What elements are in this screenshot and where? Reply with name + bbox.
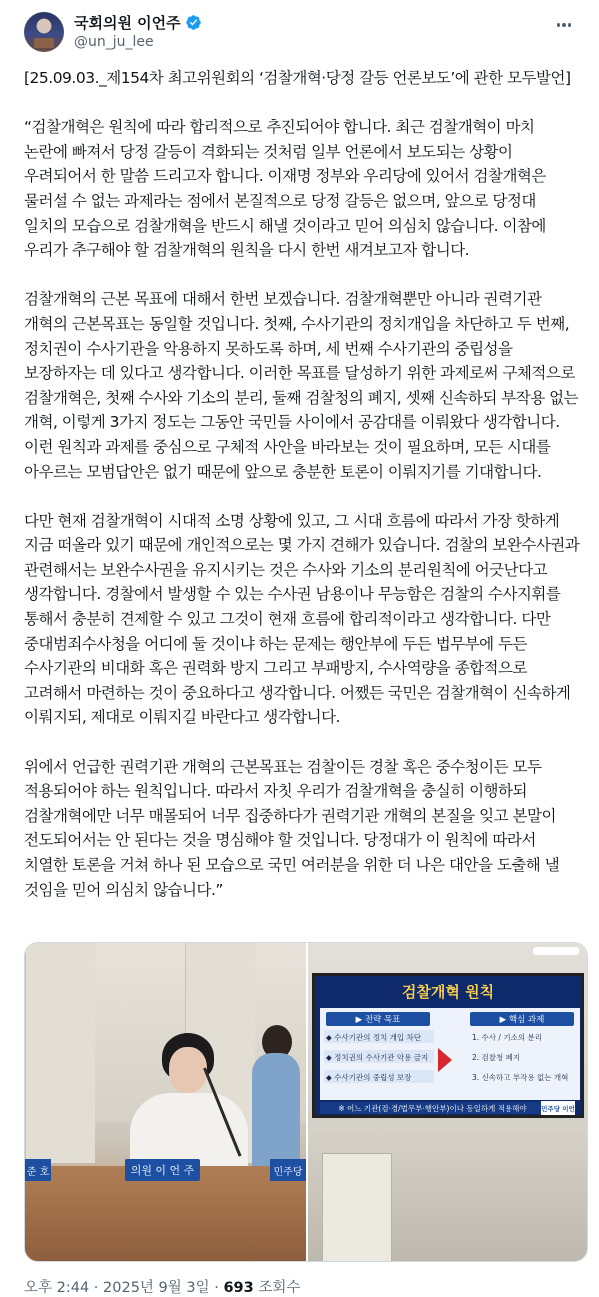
slide-heading-goals: ▶ 전략 목표	[326, 1012, 430, 1026]
display-name[interactable]: 국회의원 이언주	[74, 14, 181, 32]
slide-task-item: 2. 검찰청 폐지	[472, 1053, 521, 1062]
nameplate-left: 준 호	[25, 1159, 51, 1181]
photo-speaker[interactable]	[25, 943, 306, 1261]
tweet-paragraph: 검찰개혁의 근본 목표에 대해서 한번 보겠습니다. 검찰개혁뿐만 아니라 권력기관 개혁의 근본목표는 동일할 것입니다. 첫째, 수사기관의 정치개입을 차단하고 두 번째, 정치권이 수사기관을 악용하지 못하도록 하며, 세 번째 수사기관의 중립성을 보장하자는 데 있다고 생각합니다. 이러한 목표를 달성하기 위한 과제로써 구체적으로 검찰개혁은, 첫째 수사와 기소의 분리, 둘째 검찰청의 폐지, 셋째 신속하되 부작용 없는 개혁, 이렇게 3가지 정도는 그동안 국민들 사이에서 공감대를 이뤄왔다 생각합니다. 이런 원칙과 과제를 중심으로 구체적 사안을 바라보는 것이 필요하며, 모든 시대를 아우르는 모범답안은 없기 때문에 앞으로 충분한 토론이 이뤄지기를 기대합니다.	[24, 290, 579, 481]
tweet-media	[24, 942, 588, 1262]
slide-content	[320, 1008, 580, 1100]
author-name-row[interactable]	[74, 12, 202, 33]
slide-goal-item: ◆ 수사기관의 정치 개입 차단	[326, 1033, 421, 1042]
slide-task-item: 3. 신속하고 부작용 없는 개혁	[472, 1073, 569, 1082]
tweet-text	[24, 66, 580, 927]
tweet-paragraph: “검찰개혁은 원칙에 따라 합리적으로 추진되어야 합니다. 최근 검찰개혁이 마치 논란에 빠져서 당정 갈등이 격화되는 것처럼 일부 언론에서 보도되는 상황이 우려되어서 한 말씀 드리고자 합니다. 이재명 정부와 우리당에 있어서 검찰개혁은 물러설 수 없는 과제라는 점에서 본질적으로 당정 갈등은 없으며, 앞으로 당정대 일치의 모습으로 검찰개혁을 반드시 해낼 것이라고 믿어 의심치 않습니다. 이참에 우리가 추구해야 할 검찰개혁의 원칙을 다시 한번 새겨보고자 합니다.	[24, 118, 546, 260]
view-label: 조회수	[253, 1280, 301, 1296]
slide-title: 검찰개혁 원칙	[401, 982, 495, 1001]
more-options-icon[interactable]	[553, 14, 575, 36]
slide-footer: ※ 어느 기관(검·경/법무부·행안부)이나 동일하게 적용해야	[320, 1102, 545, 1114]
slide-heading-tasks: ▶ 핵심 과제	[470, 1012, 574, 1026]
tweet-paragraph: 위에서 언급한 권력기관 개혁의 근본목표는 검찰이든 경찰 혹은 중수청이든 모두 적용되어야 하는 원칙입니다. 따라서 자칫 우리가 검찰개혁을 충실히 이행하되 검찰개혁에만 너무 매몰되어 너무 집중하다가 권력기관 개혁의 본질을 잊고 본말이 전도되어서는 안 된다는 것을 명심해야 할 것입니다. 당정대가 이 원칙에 따라서 치열한 토론을 거쳐 하나 된 모습으로 국민 여러분을 위한 더 나은 대안을 도출해 낼 것임을 믿어 의심치 않습니다.”	[24, 757, 560, 899]
author-handle[interactable]: @un_ju_lee	[74, 34, 154, 50]
presentation-screen	[312, 973, 584, 1118]
nameplate-center: 의원 이 언 주	[125, 1159, 200, 1181]
tweet-paragraph: [25.09.03._제154차 최고위원회의 ‘검찰개혁·당정 갈등 언론보도’에 관한 모두발언]	[24, 69, 571, 87]
tweet-header	[24, 10, 575, 58]
tweet-time[interactable]: 오후 2:44	[24, 1280, 90, 1296]
tweet-paragraph: 다만 현재 검찰개혁이 시대적 소명 상황에 있고, 그 시대 흐름에 따라서 가장 핫하게 지금 떠올라 있기 때문에 개인적으로는 몇 가지 견해가 있습니다. 검찰의 보완수사권과 관련해서는 보완수사권을 유지시키는 것은 수사와 기소의 분리원칙에 어긋난다고 생각합니다. 경찰에서 발생할 수 있는 수사권 남용이나 무능함은 검찰의 수사지휘를 통해서 충분히 견제할 수 있고 그것이 현재 흐름에 합리적이라고 생각합니다. 다만 중대범죄수사청을 어디에 둘 것이냐 하는 문제는 행안부에 두든 법무부에 두든 수사기관의 비대화 혹은 권력화 방지 그리고 부패방지, 수사역량을 종합적으로 고려해서 마련하는 것이 중요하다고 생각합니다. 어쨌든 국민은 검찰개혁이 신속하게 이뤄지되, 제대로 이뤄지길 바란다고 생각합니다.	[24, 511, 580, 727]
slide-goal-item: ◆ 정치권의 수사기관 악용 금지	[326, 1053, 429, 1062]
verified-badge-icon	[185, 14, 202, 31]
arrow-right-icon	[438, 1048, 452, 1072]
slide-task-item: 1. 수사 / 기소의 분리	[472, 1033, 542, 1042]
photo-slide[interactable]	[308, 943, 587, 1261]
nameplate-right: 민주당	[270, 1159, 306, 1181]
view-count: 693	[223, 1280, 254, 1296]
slide-logo: 민주당 이언	[541, 1101, 575, 1115]
tweet-meta: 오후 2:44 · 2025년 9월 3일 · 693 조회수	[24, 1280, 301, 1296]
slide-goal-item: ◆ 수사기관의 중립성 보장	[326, 1073, 412, 1082]
tweet-date[interactable]: 2025년 9월 3일	[103, 1280, 210, 1296]
avatar[interactable]	[24, 12, 64, 52]
